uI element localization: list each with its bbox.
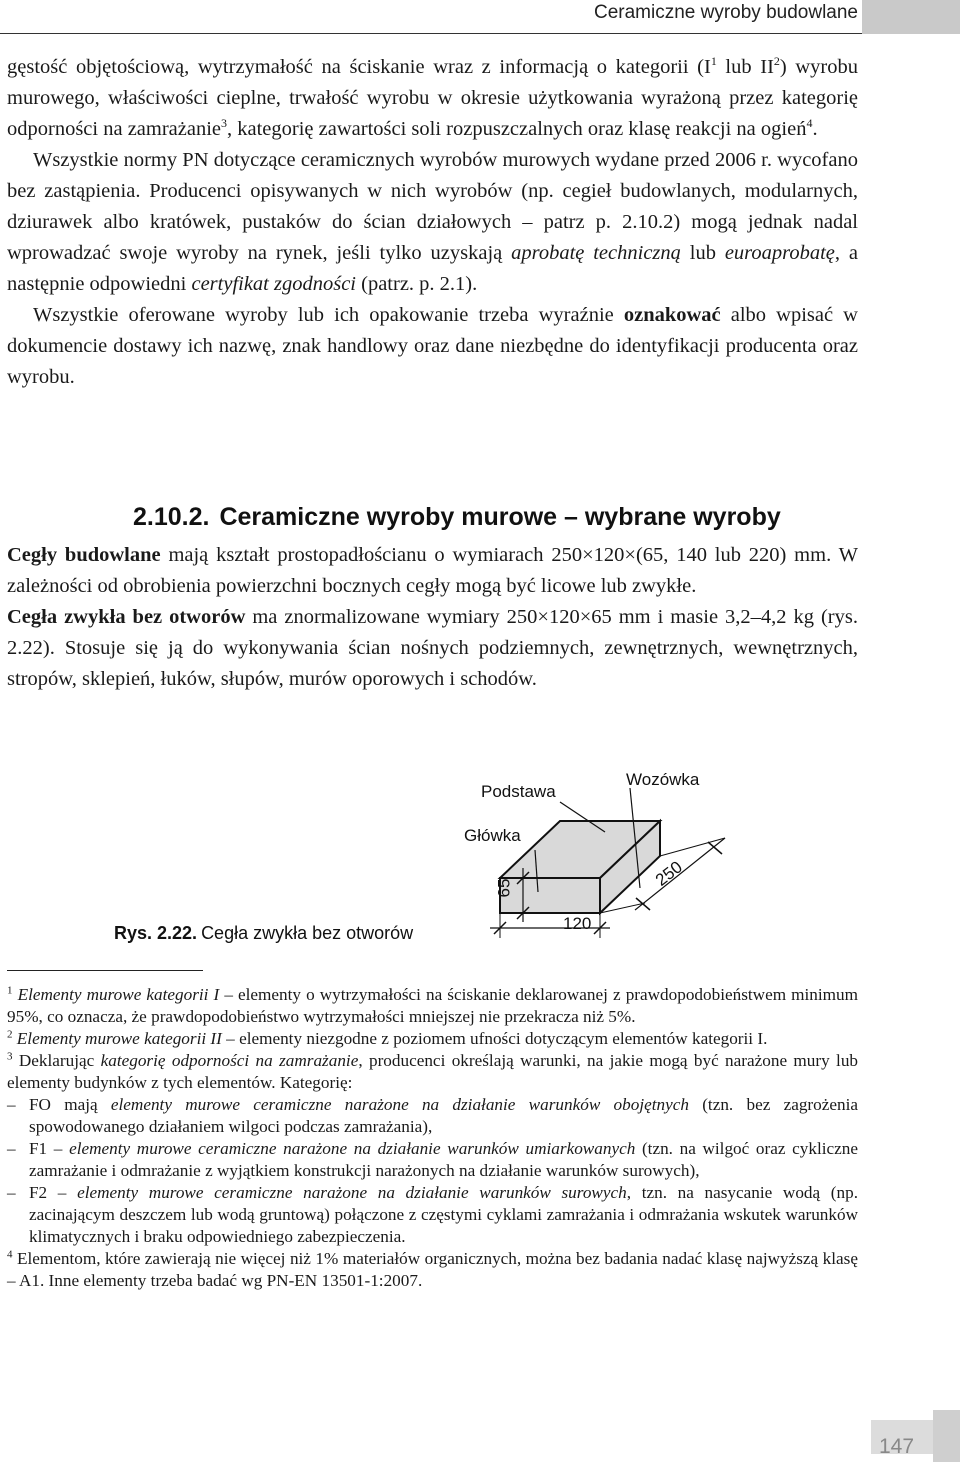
figure-caption	[114, 923, 413, 944]
header-rule	[0, 33, 862, 34]
dim-height-label: 65	[494, 878, 514, 898]
running-header	[0, 0, 960, 40]
footnote-ref-2[interactable]: 2	[773, 54, 780, 69]
section-paragraph-2: Cegła zwykła bez otworów ma znormalizowane wymiary 250×120×65 mm i masie 3,2–4,2 kg (rys. 2.22). Stosuje się ją do wykonywania ścian nośnych podziemnych, zewnętrznych, wewnętrznych, stropów, sklepień, łuków, słupów, murów oporowych i schodów.	[7, 606, 858, 690]
label-wozowka: Wozówka	[626, 770, 700, 789]
footnotes	[7, 984, 858, 1292]
section-title: Ceramiczne wyroby murowe – wybrane wyroby	[219, 503, 781, 531]
footnote-3-item-f1: – F1 – elementy murowe ceramiczne narażone na działanie warunków umiarkowanych (tzn. na wilgoć oraz cykliczne zamrażanie i odmrażanie z wyjątkiem konstrukcji narażonych na działanie warunków surowych),	[7, 1139, 858, 1180]
label-glowka: Główka	[464, 826, 521, 845]
dim-width-label: 120	[563, 914, 592, 933]
footnote-3-item-fo: – FO mają elementy murowe ceramiczne narażone na działanie warunków obojętnych (tzn. bez zagrożenia spowodowanego działaniem wilgoci podczas zamrażania),	[7, 1095, 859, 1136]
intro-paragraph-3: Wszystkie oferowane wyroby lub ich opakowanie trzeba wyraźnie oznakować albo wpisać w dokumencie dostawy ich nazwę, znak handlowy oraz dane niezbędne do identyfikacji producenta oraz wyrobu.	[7, 304, 858, 388]
dim-length-label: 250	[651, 857, 686, 890]
caption-text: Cegła zwykła bez otworów	[201, 923, 414, 943]
page-number: 147	[879, 1435, 915, 1458]
intro-paragraph-2: Wszystkie normy PN dotyczące ceramicznych wyrobów murowych wydane przed 2006 r. wycofano bez zastąpienia. Producenci opisywanych w nich wyrobów (np. cegieł budowlanych, modularnych, dziurawek albo kratówek, pustaków do ścian działowych – patrz p. 2.10.2) mogą jednak nadal wprowadzać swoje wyroby na rynek, jeśli tylko uzyskają aprobatę techniczną lub euroaprobatę, a następnie odpowiedni certyfikat zgodności (patrz. p. 2.1).	[7, 149, 858, 295]
label-podstawa: Podstawa	[481, 782, 556, 801]
header-tab-bar	[862, 0, 960, 34]
footnote-3-item-f2: – F2 – elementy murowe ceramiczne narażone na działanie warunków surowych, tzn. na nasycanie wodą (np. zacinającym deszczem lub wodą gruntową) połączone z częstymi cyklami zamrażania i odmrażania wskutek warunków klimatycznych i braku odpowiedniego zabezpieczenia.	[7, 1183, 859, 1246]
brick-front-face	[500, 878, 600, 913]
section-body	[7, 540, 858, 695]
footnote-1: $^1$ Elementy murowe kategorii I – elementy o wytrzymałości na ściskanie deklarowanej z prawdopodobieństwem minimum 95%, co oznacza, że prawdopodobieństwo wytrzymałości mniejszej nie przekracza niż 5%.	[7, 984, 859, 1026]
running-header-title: Ceramiczne wyroby budowlane	[593, 2, 858, 23]
footnote-2: $^2$ Elementy murowe kategorii II – elementy niezgodne z poziomem ufności dotyczącym elementów kategorii I.	[7, 1028, 768, 1048]
footnote-ref-4[interactable]: 4	[806, 116, 813, 131]
brick-figure	[0, 760, 960, 960]
intro-paragraph-1: gęstość objętościową, wytrzymałość na ściskanie wraz z informacją o kategorii ($I^1$ lub $II^2$) wyrobu murowego, właściwości cieplne, trwałość wyrobu w okresie użytkowania wyrażoną przez kategorię odporności na zamrażanie$^3$, kategorię zawartości soli rozpuszczalnych oraz klasę reakcji na ogień$^4$.	[7, 54, 858, 140]
footnote-ref-3[interactable]: 3	[221, 116, 228, 131]
footnote-ref-1[interactable]: 1	[710, 54, 717, 69]
footnote-3: $^3$ Deklarując kategorię odporności na zamrażanie, producenci określają warunki, na jakie mogą być narażone mury lub elementy budynków z tych elementów. Kategorię:	[7, 1050, 859, 1092]
section-heading	[133, 499, 833, 535]
caption-number: Rys. 2.22.	[114, 923, 198, 943]
intro-text	[7, 52, 858, 393]
section-paragraph-1: Cegły budowlane mają kształt prostopadłościanu o wymiarach 250×120×(65, 140 lub 220) mm. W zależności od obrobienia powierzchni bocznych cegły mogą być licowe lub zwykłe.	[7, 544, 858, 597]
footnote-rule	[7, 970, 203, 971]
footnote-4: $^4$ Elementom, które zawierają nie więcej niż 1% materiałów organicznych, można bez badania nadać klasę najwyższą klasę – A1. Inne elementy trzeba badać wg PN-EN 13501-1:2007.	[7, 1248, 858, 1290]
section-number: 2.10.2.	[133, 503, 210, 531]
page-edge-bar	[933, 1410, 960, 1462]
